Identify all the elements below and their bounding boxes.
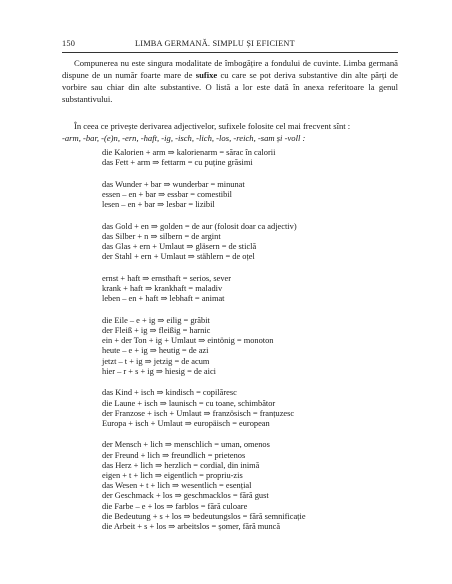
group-spacer (102, 262, 402, 273)
running-title: LIMBA GERMANĂ. SIMPLU ȘI EFICIENT (135, 39, 295, 48)
derivation-example: der Mensch + lich ⇒ menschlich = uman, omenos (102, 440, 270, 450)
derivation-example: die Bedeutung + s + los ⇒ bedeutungslos = fără semnificație (102, 511, 306, 521)
derivation-example: lesen – en + bar ⇒ lesbar = lizibil (102, 200, 215, 210)
derivation-example: das Kind + isch ⇒ kindisch = copilăresc (102, 388, 237, 398)
derivation-example: das Herz + lich ⇒ herzlich = cordial, din inimă (102, 460, 260, 470)
page-number: 150 (62, 39, 76, 48)
derivation-example: der Fleiß + ig ⇒ fleißig = harnic (102, 326, 211, 335)
derivation-example: Europa + isch + Umlaut ⇒ europäisch = european (102, 418, 270, 428)
derivation-examples (102, 148, 402, 532)
derivation-example: das Glas + ern + Umlaut ⇒ gläsern = de sticlă (102, 242, 257, 252)
derivation-example: das Gold + en ⇒ golden = de aur (folosit doar ca adjectiv) (102, 221, 297, 231)
derivation-example: essen – en + bar ⇒ essbar = comestibil (102, 189, 232, 199)
derivation-example: das Silber + n ⇒ silbern = de argint (102, 231, 221, 241)
intro-paragraph (62, 58, 398, 106)
suffix-term: sufixe (195, 69, 218, 80)
intro-sentence-1: Compunerea nu este singura modalitate de îmbogățire a fondului de cuvinte. (74, 58, 341, 68)
group-spacer (102, 304, 402, 315)
derivation-example: heute – e + ig ⇒ heutig = de azi (102, 346, 209, 356)
derivation-example: der Stahl + ern + Umlaut ⇒ stählern = de oțel (102, 252, 255, 262)
derivation-example: krank + haft ⇒ krankhaft = maladiv (102, 284, 223, 294)
derivation-example: der Franzose + isch + Umlaut ⇒ französisch = franțuzesc (102, 408, 295, 418)
suffix-list: -arm, -bar, -(e)n, -ern, -haft, -ig, -isch, -lich, -los, -reich, -sam și -voll : (62, 132, 306, 143)
derivation-example: ein + der Ton + ig + Umlaut ⇒ eintönig = monoton (102, 336, 274, 346)
derivation-example: die Arbeit + s + los ⇒ arbeitslos = șomer, fără muncă (102, 521, 281, 531)
group-spacer (102, 210, 402, 221)
derivation-example: leben – en + haft ⇒ lebhaft = animat (102, 294, 225, 304)
derivation-example: die Farbe – e + los ⇒ farblos = fără culoare (102, 501, 248, 511)
group-spacer (102, 168, 402, 179)
derivation-example: das Wunder + bar ⇒ wunderbar = minunat (102, 179, 245, 189)
group-spacer (102, 377, 402, 388)
derivation-example: die Kalorien + arm ⇒ kalorienarm = sărac în calorii (102, 148, 276, 157)
derivation-example: das Fett + arm ⇒ fettarm = cu puține grăsimi (102, 158, 253, 168)
intro-sentence-2-start: Limba germană dispune de un număr foarte mare de (62, 58, 398, 80)
derivation-example: hier – r + s + ig ⇒ hiesig = de aici (102, 366, 216, 376)
header-rule (62, 52, 398, 53)
derivation-example: die Laune + isch ⇒ launisch = cu toane, schimbător (102, 398, 276, 408)
group-spacer (102, 429, 402, 440)
derivation-example: jetzt – t + ig ⇒ jetzig = de acum (102, 356, 210, 366)
derivation-example: ernst + haft ⇒ ernsthaft = serios, sever (102, 273, 232, 283)
page-header (62, 39, 396, 53)
derivation-example: das Wesen + t + lich ⇒ wesentlich = esențial (102, 481, 252, 491)
derivation-example: der Freund + lich ⇒ freundlich = prietenos (102, 450, 246, 460)
intro-sentence-2-rest: cu care se pot deriva substantive din alte părți de vorbire sau chiar din alte substantive. O listă a lor este dată în anexa referitoare la genul substantivului. (62, 69, 398, 104)
derivation-example: eigen + t + lich ⇒ eigentlich = propriu-zis (102, 471, 243, 481)
derivation-example: die Eile – e + ig ⇒ eilig = grăbit (102, 315, 210, 325)
derivation-example: der Geschmack + los ⇒ geschmacklos = fără gust (102, 491, 269, 501)
derivation-intro: În ceea ce privește derivarea adjectivelor, sufixele folosite cel mai frecvent sînt : (74, 121, 351, 131)
adjective-derivation-paragraph (62, 121, 398, 145)
